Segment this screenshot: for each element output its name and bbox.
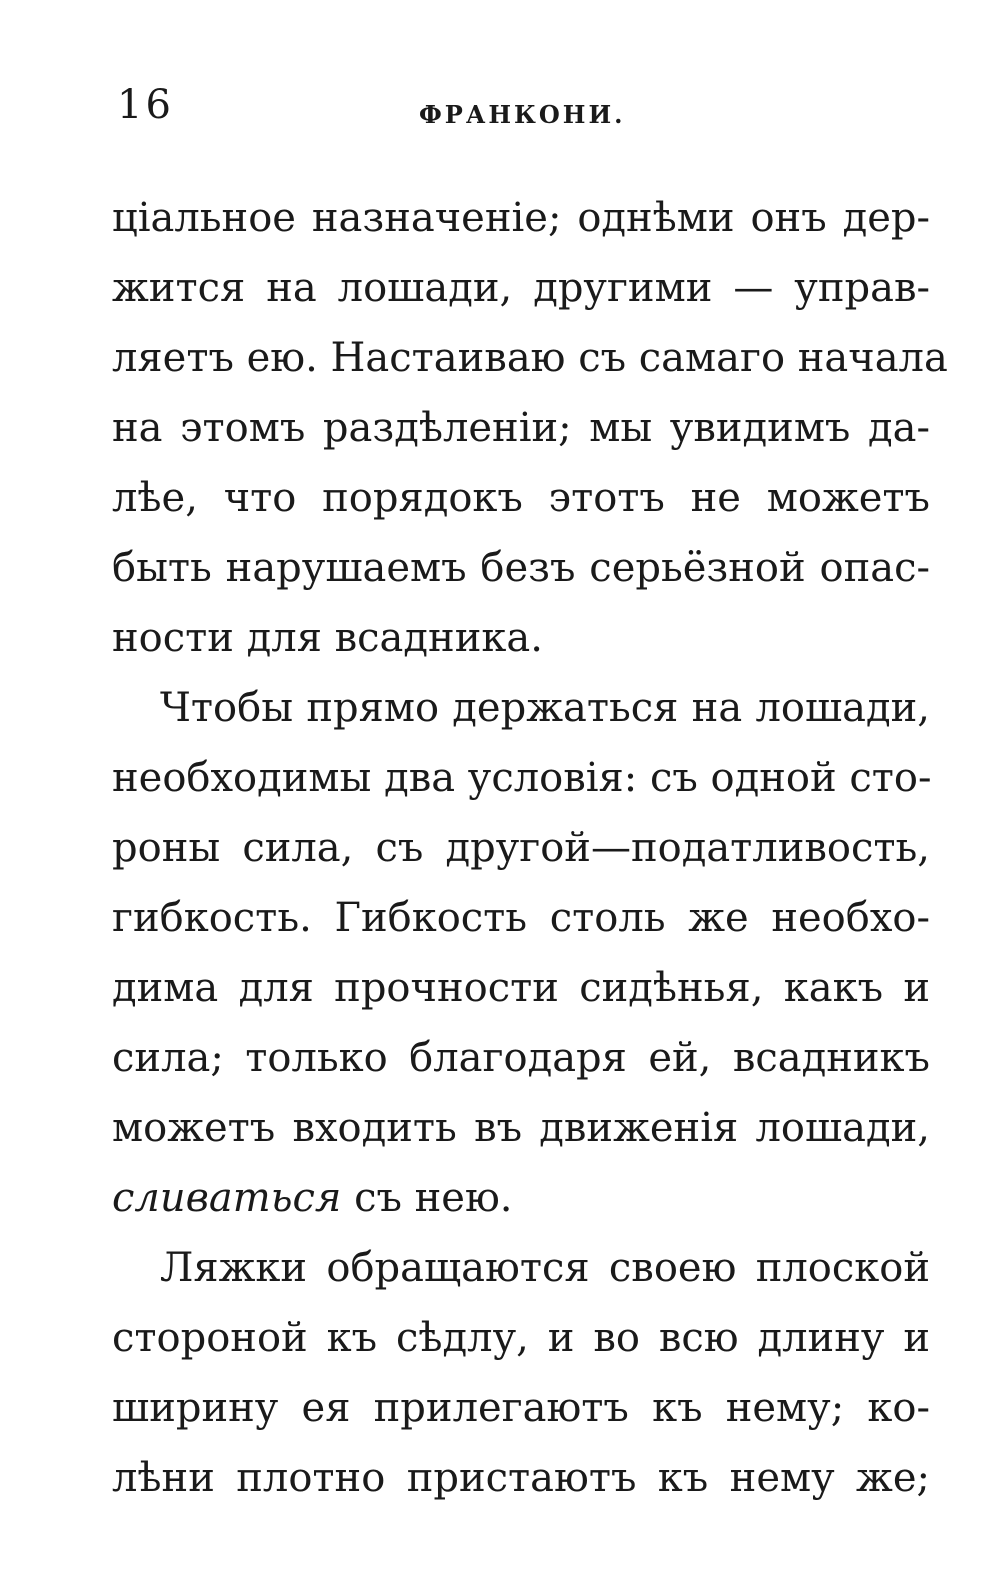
- running-title: ФРАНКОНИ.: [419, 100, 626, 129]
- text-line: можетъ входить въ движенія лошади,: [112, 1105, 930, 1151]
- text-line: стороной къ сѣдлу, и во всю длину и: [112, 1315, 930, 1361]
- text-line: сила; только благодаря ей, всадникъ: [112, 1035, 930, 1081]
- text-line: быть нарушаемъ безъ серьёзной опас-: [112, 545, 930, 591]
- text-line: жится на лошади, другими — управ-: [112, 265, 930, 311]
- text-line: ширину ея прилегаютъ къ нему; ко-: [112, 1385, 930, 1431]
- text-line: роны сила, съ другой—податливость,: [112, 825, 930, 871]
- page-number: 16: [117, 82, 174, 128]
- text-line: ляетъ ею. Настаиваю съ самаго начала: [112, 335, 948, 381]
- text-line: гибкость. Гибкость столь же необхо-: [112, 895, 930, 941]
- text-line: дима для прочности сидѣнья, какъ и: [112, 965, 930, 1011]
- text-line: на этомъ раздѣленіи; мы увидимъ да-: [112, 405, 930, 451]
- text-line: Чтобы прямо держаться на лошади,: [160, 685, 930, 731]
- italic-word: сливаться: [112, 1175, 342, 1221]
- text-line: ности для всадника.: [112, 615, 543, 661]
- text-line: лѣни плотно пристаютъ къ нему же;: [112, 1455, 930, 1501]
- text-fragment: съ нею.: [354, 1175, 513, 1221]
- text-line: ціальное назначеніе; однѣми онъ дер-: [112, 195, 930, 241]
- text-line-with-italic: [112, 1163, 930, 1233]
- text-line: необходимы два условія: съ одной сто-: [112, 755, 932, 801]
- text-line: Ляжки обращаются своею плоской: [160, 1245, 930, 1291]
- text-line: лѣе, что порядокъ этотъ не можетъ: [112, 475, 930, 521]
- page-header: [112, 82, 930, 142]
